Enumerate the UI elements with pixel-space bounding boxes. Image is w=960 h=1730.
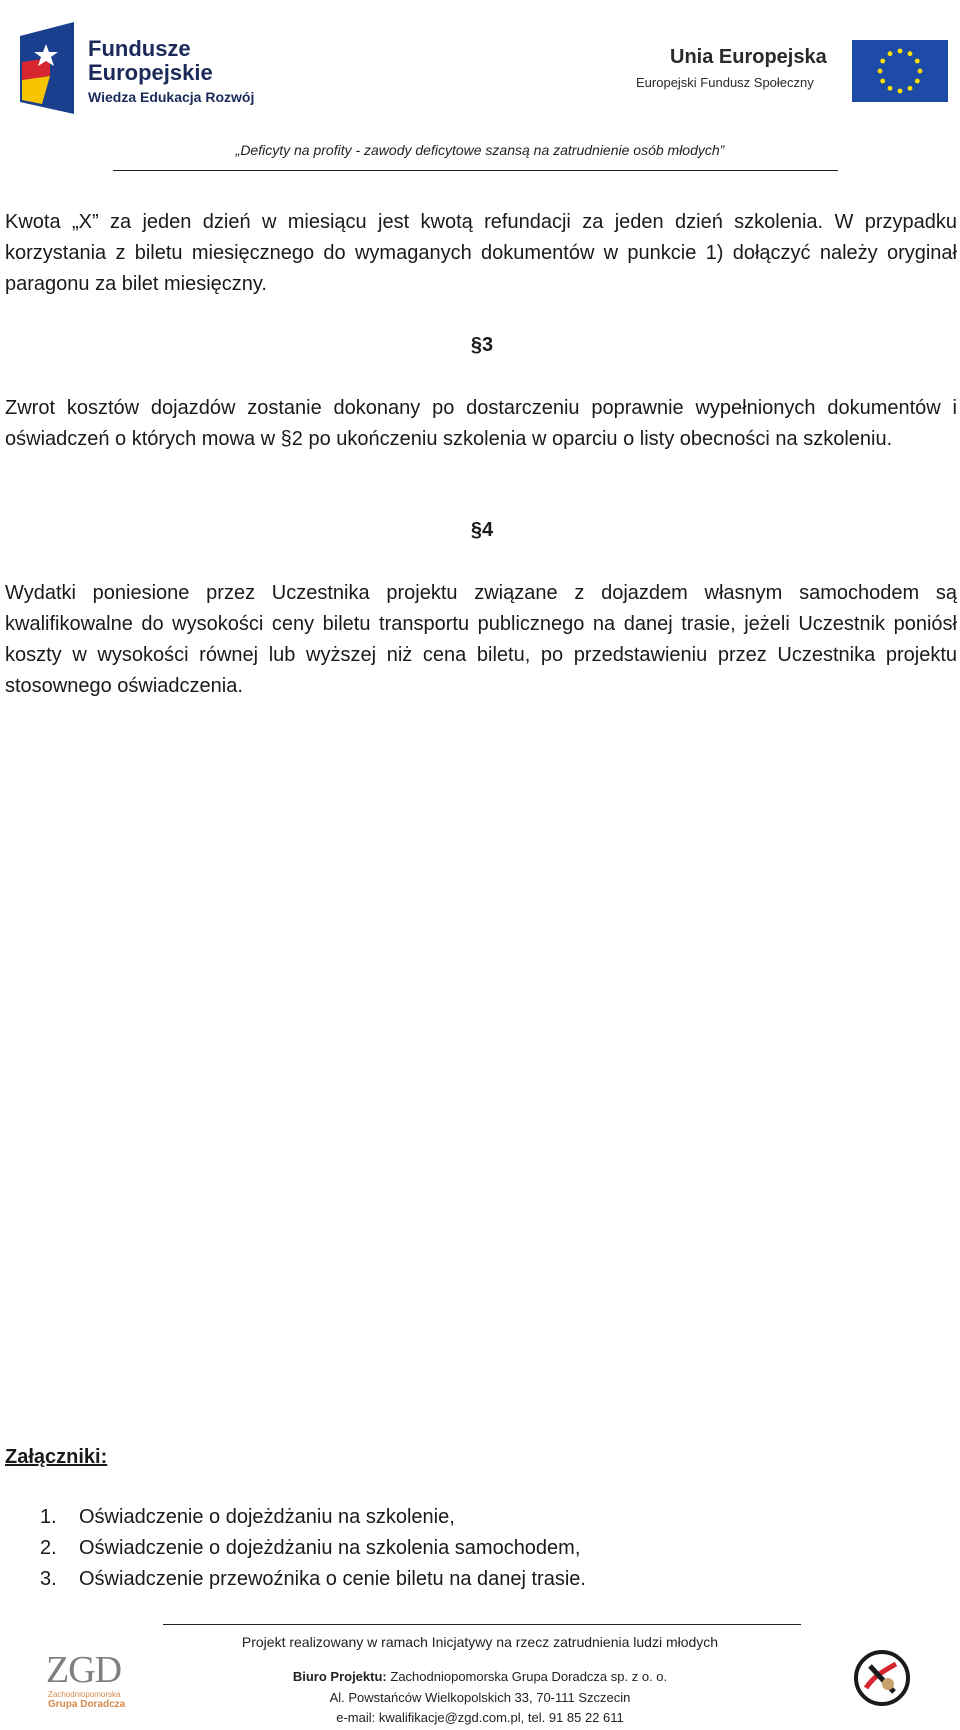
- section-3-heading: §3: [470, 334, 494, 356]
- list-item-text: Oświadczenie przewoźnika o cenie biletu na danej trasie.: [79, 1568, 586, 1590]
- list-item: [40, 1502, 586, 1533]
- footer-office: [0, 1669, 960, 1684]
- list-item-text: Oświadczenie o dojeżdżaniu na szkolenie,: [79, 1506, 455, 1528]
- zgd-logo-line2: Grupa Doradcza: [48, 1699, 126, 1710]
- attachments-heading: Załączniki:: [5, 1446, 108, 1468]
- footer-contact: e-mail: kwalifikacje@zgd.com.pl, tel. 91 85 22 611: [336, 1710, 624, 1725]
- paragraph-refund-amount: Kwota „X” za jeden dzień w miesiącu jest kwotą refundacji za jeden dzień szkolenia. W przypadku korzystania z biletu miesięcznego do wymaganych dokumentów w punkcie 1) dołączyć należy oryginał paragonu za bilet miesięczny.: [5, 211, 957, 295]
- list-item-number: 2.: [40, 1537, 57, 1559]
- list-item-number: 3.: [40, 1568, 57, 1590]
- eu-flag-icon: [852, 40, 948, 102]
- section-4-heading: §4: [470, 519, 494, 541]
- list-item-number: 1.: [40, 1506, 57, 1528]
- partner-emblem-icon: [852, 1648, 912, 1708]
- project-title: „Deficyty na profity - zawody deficytowe szansą na zatrudnienie osób młodych”: [235, 142, 725, 158]
- zgd-logo-line1: Zachodniopomorska: [48, 1690, 121, 1699]
- zgd-logo-mark: ZGD: [46, 1649, 122, 1691]
- footer-office-label: Biuro Projektu:: [292, 1669, 387, 1684]
- ue-logo-subtitle: Europejski Fundusz Społeczny: [636, 75, 814, 90]
- fe-logo-line3: Wiedza Edukacja Rozwój: [88, 89, 255, 105]
- fundusze-europejskie-emblem-icon: [20, 22, 74, 114]
- unia-europejska-logo: [630, 40, 950, 110]
- paragraph-car-expenses: Wydatki poniesione przez Uczestnika projektu związane z dojazdem własnym samochodem są kwalifikowalne do wysokości ceny biletu transportu publicznego na danej trasie, jeżeli Uczestnik poniósł koszty w wysokości równej lub wyższej niż cena biletu, po przedstawieniu przez Uczestnika projektu stosownego oświadczenia.: [5, 582, 957, 697]
- footer-office-name: Zachodniopomorska Grupa Doradcza sp. z o. o.: [390, 1669, 668, 1684]
- fe-logo-line1: Fundusze: [88, 36, 191, 61]
- fe-logo-line2: Europejskie: [88, 60, 213, 85]
- paragraph-reimbursement: Zwrot kosztów dojazdów zostanie dokonany po dostarczeniu poprawnie wypełnionych dokumentów i oświadczeń o których mowa w §2 po ukończeniu szkolenia w oparciu o listy obecności na szkoleniu.: [5, 397, 957, 450]
- fundusze-europejskie-logo: [0, 0, 280, 130]
- footer-initiative: Projekt realizowany w ramach Inicjatywy na rzecz zatrudnienia ludzi młodych: [241, 1634, 719, 1650]
- footer-divider: [163, 1624, 801, 1625]
- header-divider: [113, 170, 838, 171]
- list-item: [40, 1564, 586, 1595]
- list-item-text: Oświadczenie o dojeżdżaniu na szkolenia samochodem,: [79, 1537, 581, 1559]
- ue-logo-title: Unia Europejska: [670, 46, 827, 68]
- list-item: [40, 1533, 586, 1564]
- attachments-list: [40, 1502, 586, 1595]
- footer-address: Al. Powstańców Wielkopolskich 33, 70-111 Szczecin: [329, 1690, 631, 1705]
